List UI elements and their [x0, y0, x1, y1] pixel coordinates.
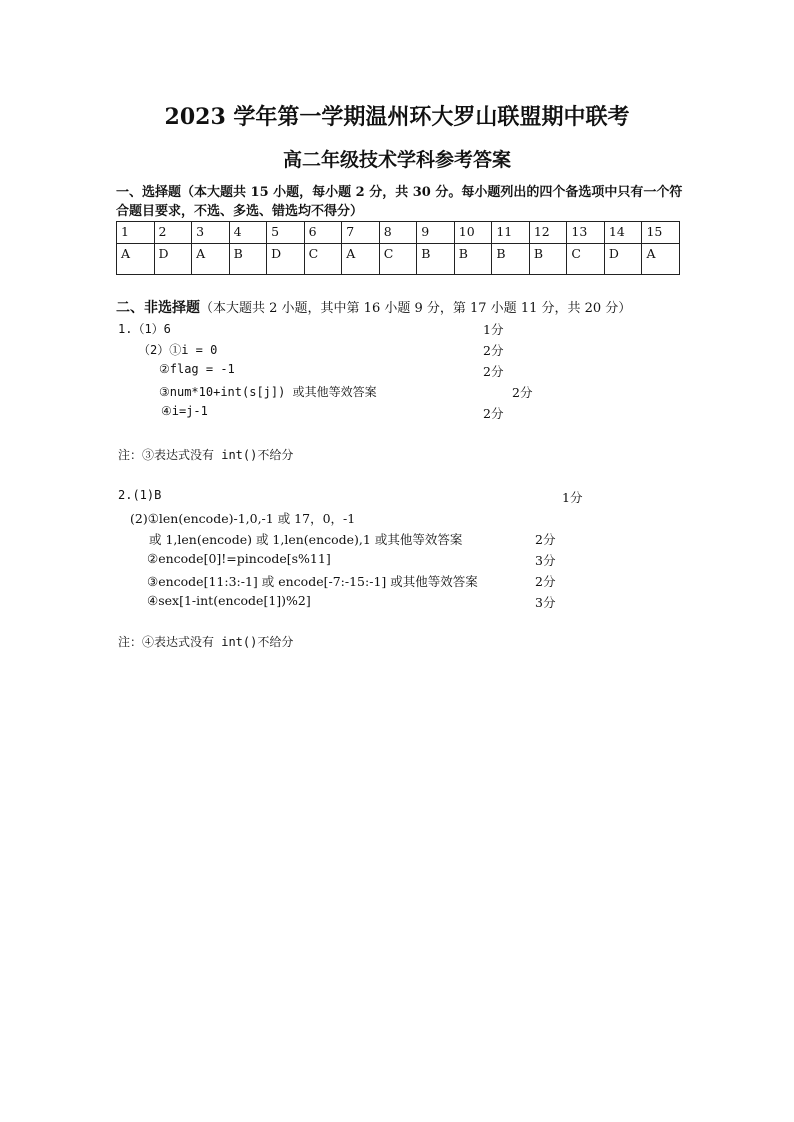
question-number: 10 [454, 222, 492, 244]
q1-note: 注：③表达式没有 int()不给分 [118, 448, 294, 462]
answer-cell: A [642, 244, 680, 275]
answer-cell: B [229, 244, 267, 275]
question-number: 8 [379, 222, 417, 244]
answer-cell: D [154, 244, 192, 275]
q1-part2-answer4: ④i=j-1 [161, 404, 208, 418]
question-number: 13 [567, 222, 605, 244]
section2-title: 二、非选择题 [116, 300, 200, 316]
question-number: 12 [529, 222, 567, 244]
question-number: 15 [642, 222, 680, 244]
question-number: 9 [417, 222, 455, 244]
answer-table-answer-row [117, 244, 680, 275]
q1-part2-score2: 2分 [483, 364, 504, 379]
q2-part2-score1: 2分 [535, 532, 556, 547]
answer-cell: B [417, 244, 455, 275]
question-number: 11 [492, 222, 530, 244]
question-number: 4 [229, 222, 267, 244]
q2-part2-answer3: ③encode[11:3:-1] 或 encode[-7:-15:-1] 或其他等效答案 [147, 574, 478, 589]
q1-part2-answer1: （2）①i = 0 [138, 343, 218, 357]
question-number: 14 [604, 222, 642, 244]
q2-part2-answer4: ④sex[1-int(encode[1])%2] [147, 593, 311, 608]
answer-cell: A [192, 244, 230, 275]
answer-cell: C [567, 244, 605, 275]
q1-part2-score4: 2分 [483, 406, 504, 421]
question-number: 6 [304, 222, 342, 244]
question-number: 7 [342, 222, 380, 244]
q2-part2-score2: 3分 [535, 553, 556, 568]
answer-cell: C [379, 244, 417, 275]
answer-cell: D [267, 244, 305, 275]
answer-cell: B [529, 244, 567, 275]
question-number: 1 [117, 222, 155, 244]
q2-part2-answer1: (2)①len(encode)-1,0,-1 或 17，0，-1 [130, 511, 356, 526]
answer-cell: B [492, 244, 530, 275]
section1-heading: 一、选择题（本大题共 15 小题，每小题 2 分，共 30 分。每小题列出的四个备选项中只有一个符合题目要求，不选、多选、错选均不得分） [116, 185, 683, 219]
q2-part2-score3: 2分 [535, 574, 556, 589]
question-number: 3 [192, 222, 230, 244]
question-number: 2 [154, 222, 192, 244]
section2-note: （本大题共 2 小题，其中第 16 小题 9 分，第 17 小题 11 分，共 20 分） [200, 301, 632, 316]
answer-cell: D [604, 244, 642, 275]
section2-heading [116, 297, 631, 317]
document-title: 2023 学年第一学期温州环大罗山联盟期中联考 [164, 104, 630, 130]
document-subtitle: 高二年级技术学科参考答案 [282, 149, 511, 171]
q2-note: 注：④表达式没有 int()不给分 [118, 635, 294, 649]
q1-part2-answer2: ②flag = -1 [159, 362, 235, 376]
answer-table [116, 221, 680, 275]
q1-part2-score1: 2分 [483, 343, 504, 358]
answer-cell: B [454, 244, 492, 275]
answer-cell: A [342, 244, 380, 275]
question-number: 5 [267, 222, 305, 244]
q2-part2-answer2: ②encode[0]!=pincode[s%11] [147, 551, 331, 566]
q2-part2-answer1-alt: 或 1,len(encode) 或 1,len(encode),1 或其他等效答案 [149, 532, 463, 547]
answer-cell: A [117, 244, 155, 275]
q1-part1-answer: 1.（1）6 [118, 322, 171, 336]
answer-table-number-row [117, 222, 680, 244]
q1-part2-score3: 2分 [512, 385, 533, 400]
q2-part1-answer: 2.(1)B [118, 488, 162, 502]
q2-part2-score4: 3分 [535, 595, 556, 610]
q1-part1-score: 1分 [483, 322, 504, 337]
q1-part2-answer3: ③num*10+int(s[j]) 或其他等效答案 [159, 385, 377, 399]
answer-cell: C [304, 244, 342, 275]
q2-part1-score: 1分 [562, 490, 583, 505]
